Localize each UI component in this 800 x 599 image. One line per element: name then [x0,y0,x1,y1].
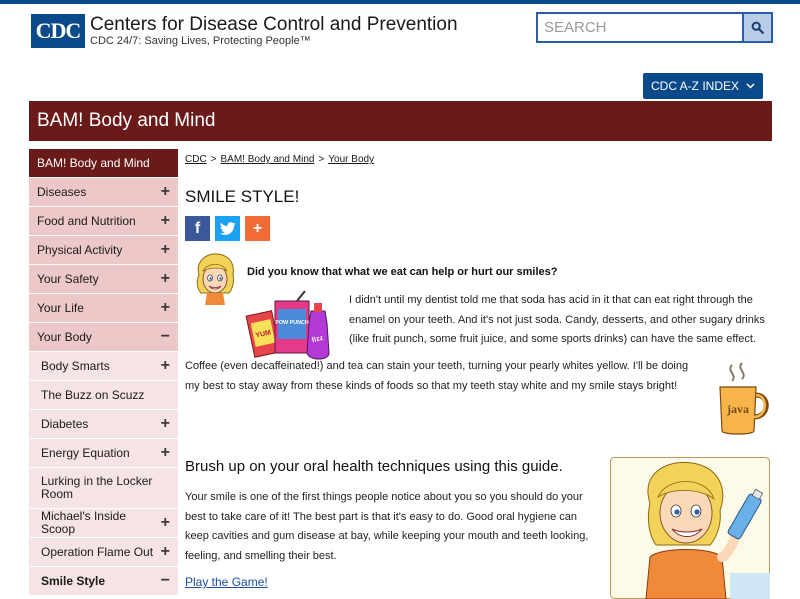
share-plus-icon[interactable]: + [245,216,270,241]
expand-icon[interactable]: + [160,299,170,316]
search-button[interactable] [742,12,773,43]
girl-toothpaste-illustration[interactable] [610,457,770,599]
sidebar-item-label: Your Body [37,329,92,344]
play-game-link[interactable]: Play the Game! [185,575,268,589]
sidebar-item-label: Diabetes [41,416,89,431]
sidebar-item-food-nutrition[interactable] [29,207,178,236]
sidebar-item-bam[interactable] [29,149,178,178]
juice-label: POW PUNCH [275,320,309,326]
expand-icon[interactable]: + [160,444,170,461]
sidebar-item-label: Your Safety [37,271,99,286]
sidebar-item-label: Physical Activity [37,242,123,257]
sidebar-item-label: BAM! Body and Mind [37,155,150,170]
expand-icon[interactable]: + [160,415,170,432]
paragraph-coffee: Coffee (even decaffeinated!) and tea can stain your teeth, turning your pearly whites yellow. I'll be doing my best to stay away from these kinds of foods so that my teeth stay white and my smile stays bright! [185,360,689,392]
sugary-drinks-illustration [245,291,340,367]
collapse-icon[interactable]: − [160,572,170,589]
sidebar-item-physical-activity[interactable] [29,236,178,265]
sidebar-item-diabetes[interactable] [29,410,178,439]
expand-icon[interactable]: + [160,212,170,229]
expand-icon[interactable]: + [160,357,170,374]
sidebar-item-your-life[interactable] [29,294,178,323]
banner-title[interactable]: BAM! Body and Mind [37,110,216,131]
search-icon [751,21,764,34]
facebook-icon[interactable]: f [185,216,210,241]
expand-icon[interactable]: + [160,514,170,531]
sidebar-item-your-safety[interactable] [29,265,178,294]
expand-icon[interactable]: + [160,183,170,200]
sidebar-item-label: Lurking in the Locker Room [41,474,153,501]
sidebar-item-label: Operation Flame Out [41,544,154,559]
site-title[interactable]: Centers for Disease Control and Prevention [90,14,458,35]
sidebar-item-label: Diseases [37,184,87,199]
sidebar-item-diseases[interactable] [29,178,178,207]
section-subheading: Brush up on your oral health techniques using this guide. [185,458,563,475]
sidebar-item-inside-scoop[interactable] [29,509,178,538]
expand-icon[interactable]: + [160,241,170,258]
question-heading: Did you know that what we eat can help or hurt our smiles? [247,266,558,278]
girl-face-icon [193,253,237,305]
collapse-icon[interactable]: − [160,328,170,345]
sidebar-nav [29,149,178,599]
top-accent-bar [0,0,800,4]
sidebar-item-label: Food and Nutrition [37,213,136,228]
az-index-label: CDC A-Z INDEX [650,79,739,93]
breadcrumb-cdc[interactable]: CDC [185,154,207,165]
breadcrumb-separator: > [318,154,325,165]
sidebar-item-label: Your Life [37,300,84,315]
twitter-icon[interactable] [215,216,240,241]
sidebar-item-label: Body Smarts [41,358,110,373]
sidebar-item-energy-equation[interactable] [29,439,178,468]
candy-label: YUM [254,329,272,340]
coffee-mug-illustration [712,361,772,439]
sidebar-item-label: Energy Equation [41,445,130,460]
section-banner [29,101,772,141]
search-input[interactable] [536,12,742,43]
breadcrumb-your-body[interactable]: Your Body [328,154,375,165]
expand-icon[interactable]: + [160,270,170,287]
breadcrumb-separator: > [210,154,217,165]
mug-label: java [727,402,749,416]
page-title: SMILE STYLE! [185,187,300,206]
cdc-logo[interactable]: CDC [31,14,85,48]
sidebar-item-your-body[interactable] [29,323,178,352]
paragraph-soda: I didn't until my dentist told me that soda has acid in it that can eat right through the enamel on your teeth. And it's not just soda. Candy, desserts, and other sugary drinks (like fruit punch, some fruit juice, and some sports drinks) can have the same effect. [349,294,765,345]
sidebar-item-flame-out[interactable] [29,538,178,567]
sidebar-item-smile-style[interactable] [29,567,178,596]
breadcrumb-bam[interactable]: BAM! Body and Mind [220,154,315,165]
sidebar-item-body-smarts[interactable] [29,352,178,381]
chevron-down-icon [746,81,755,91]
expand-icon[interactable]: + [160,543,170,560]
share-buttons [185,216,275,241]
sidebar-item-locker-room[interactable] [29,468,178,509]
paragraph-smile: Your smile is one of the first things people notice about you so you should do your best to take care of it! The best part is that it's easy to do. Good oral hygiene can keep cavities and gum disease at bay, while keeping your mouth and teeth looking, feeling, and smelling their best. [185,491,589,562]
sidebar-item-buzz-on-scuzz[interactable] [29,381,178,410]
sidebar-item-label: Michael's Inside Scoop [41,509,126,536]
soda-label: fizz [311,334,324,345]
sidebar-item-label: Smile Style [41,573,106,588]
sidebar-item-label: The Buzz on Scuzz [41,387,145,402]
breadcrumb [185,154,374,165]
az-index-button[interactable] [643,73,763,99]
site-tagline: CDC 24/7: Saving Lives, Protecting People™ [90,35,311,47]
